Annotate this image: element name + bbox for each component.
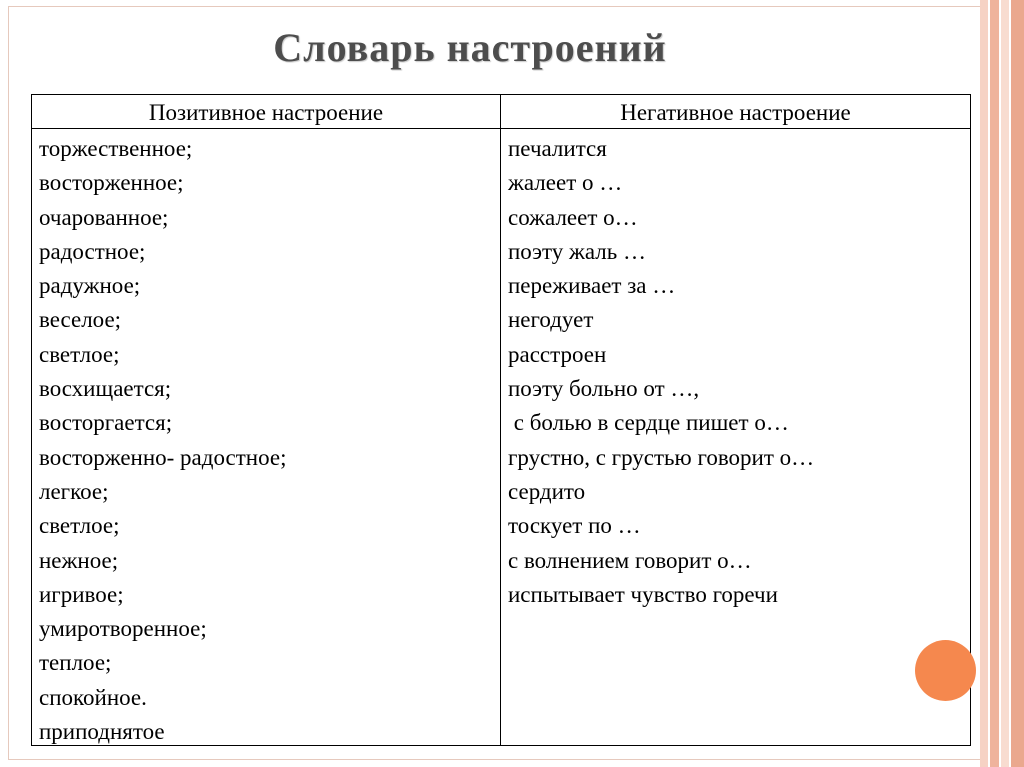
list-item: веселое;	[39, 307, 122, 333]
slide-title: Словарь настроений	[273, 25, 667, 70]
list-item: жалеет о …	[508, 170, 623, 196]
list-item: печалится	[508, 136, 607, 161]
list-item: с волнением говорит о…	[508, 547, 752, 573]
positive-column	[32, 95, 501, 745]
list-item: восторженно- радостное;	[39, 444, 287, 470]
list-item: расстроен	[508, 341, 607, 367]
list-item: очарованное;	[39, 204, 169, 230]
list-item: светлое;	[39, 341, 120, 367]
stripe	[990, 0, 999, 767]
list-item: восторженное;	[39, 170, 184, 196]
list-item: спокойное.	[39, 684, 147, 710]
list-item: нежное;	[39, 547, 119, 573]
stripe	[1001, 0, 1009, 767]
decorative-circle	[915, 640, 976, 701]
list-item: грустно, с грустью говорит о…	[508, 444, 815, 470]
list-item: тоскует по …	[508, 513, 641, 539]
list-item: светлое;	[39, 513, 120, 539]
list-item: с болью в сердце пишет о…	[508, 410, 789, 436]
list-item: негодует	[508, 307, 594, 333]
list-item: испытывает чувство горечи	[508, 581, 778, 607]
list-item: переживает за …	[508, 273, 676, 299]
list-item: легкое;	[39, 478, 109, 504]
list-item: торжественное;	[39, 136, 193, 161]
list-item: радужное;	[39, 273, 141, 299]
list-item: игривое;	[39, 581, 124, 607]
list-item: поэту больно от …,	[508, 376, 700, 402]
positive-column-header: Позитивное настроение	[32, 95, 500, 129]
stripe	[980, 0, 988, 767]
list-item: восторгается;	[39, 410, 173, 436]
list-item: восхищается;	[39, 376, 172, 402]
list-item: приподнятое	[39, 719, 165, 745]
decorative-stripes	[980, 0, 1024, 767]
list-item: радостное;	[39, 238, 146, 264]
negative-column-header: Негативное настроение	[501, 95, 970, 129]
negative-column	[501, 95, 970, 745]
list-item: теплое;	[39, 650, 112, 676]
mood-table	[31, 94, 971, 746]
positive-list	[32, 129, 500, 749]
list-item: сожалеет о…	[508, 204, 638, 230]
stripe	[1011, 0, 1024, 767]
list-item: поэту жаль …	[508, 238, 646, 264]
list-item: умиротворенное;	[39, 616, 207, 642]
list-item: сердито	[508, 478, 586, 504]
negative-list	[501, 129, 970, 612]
